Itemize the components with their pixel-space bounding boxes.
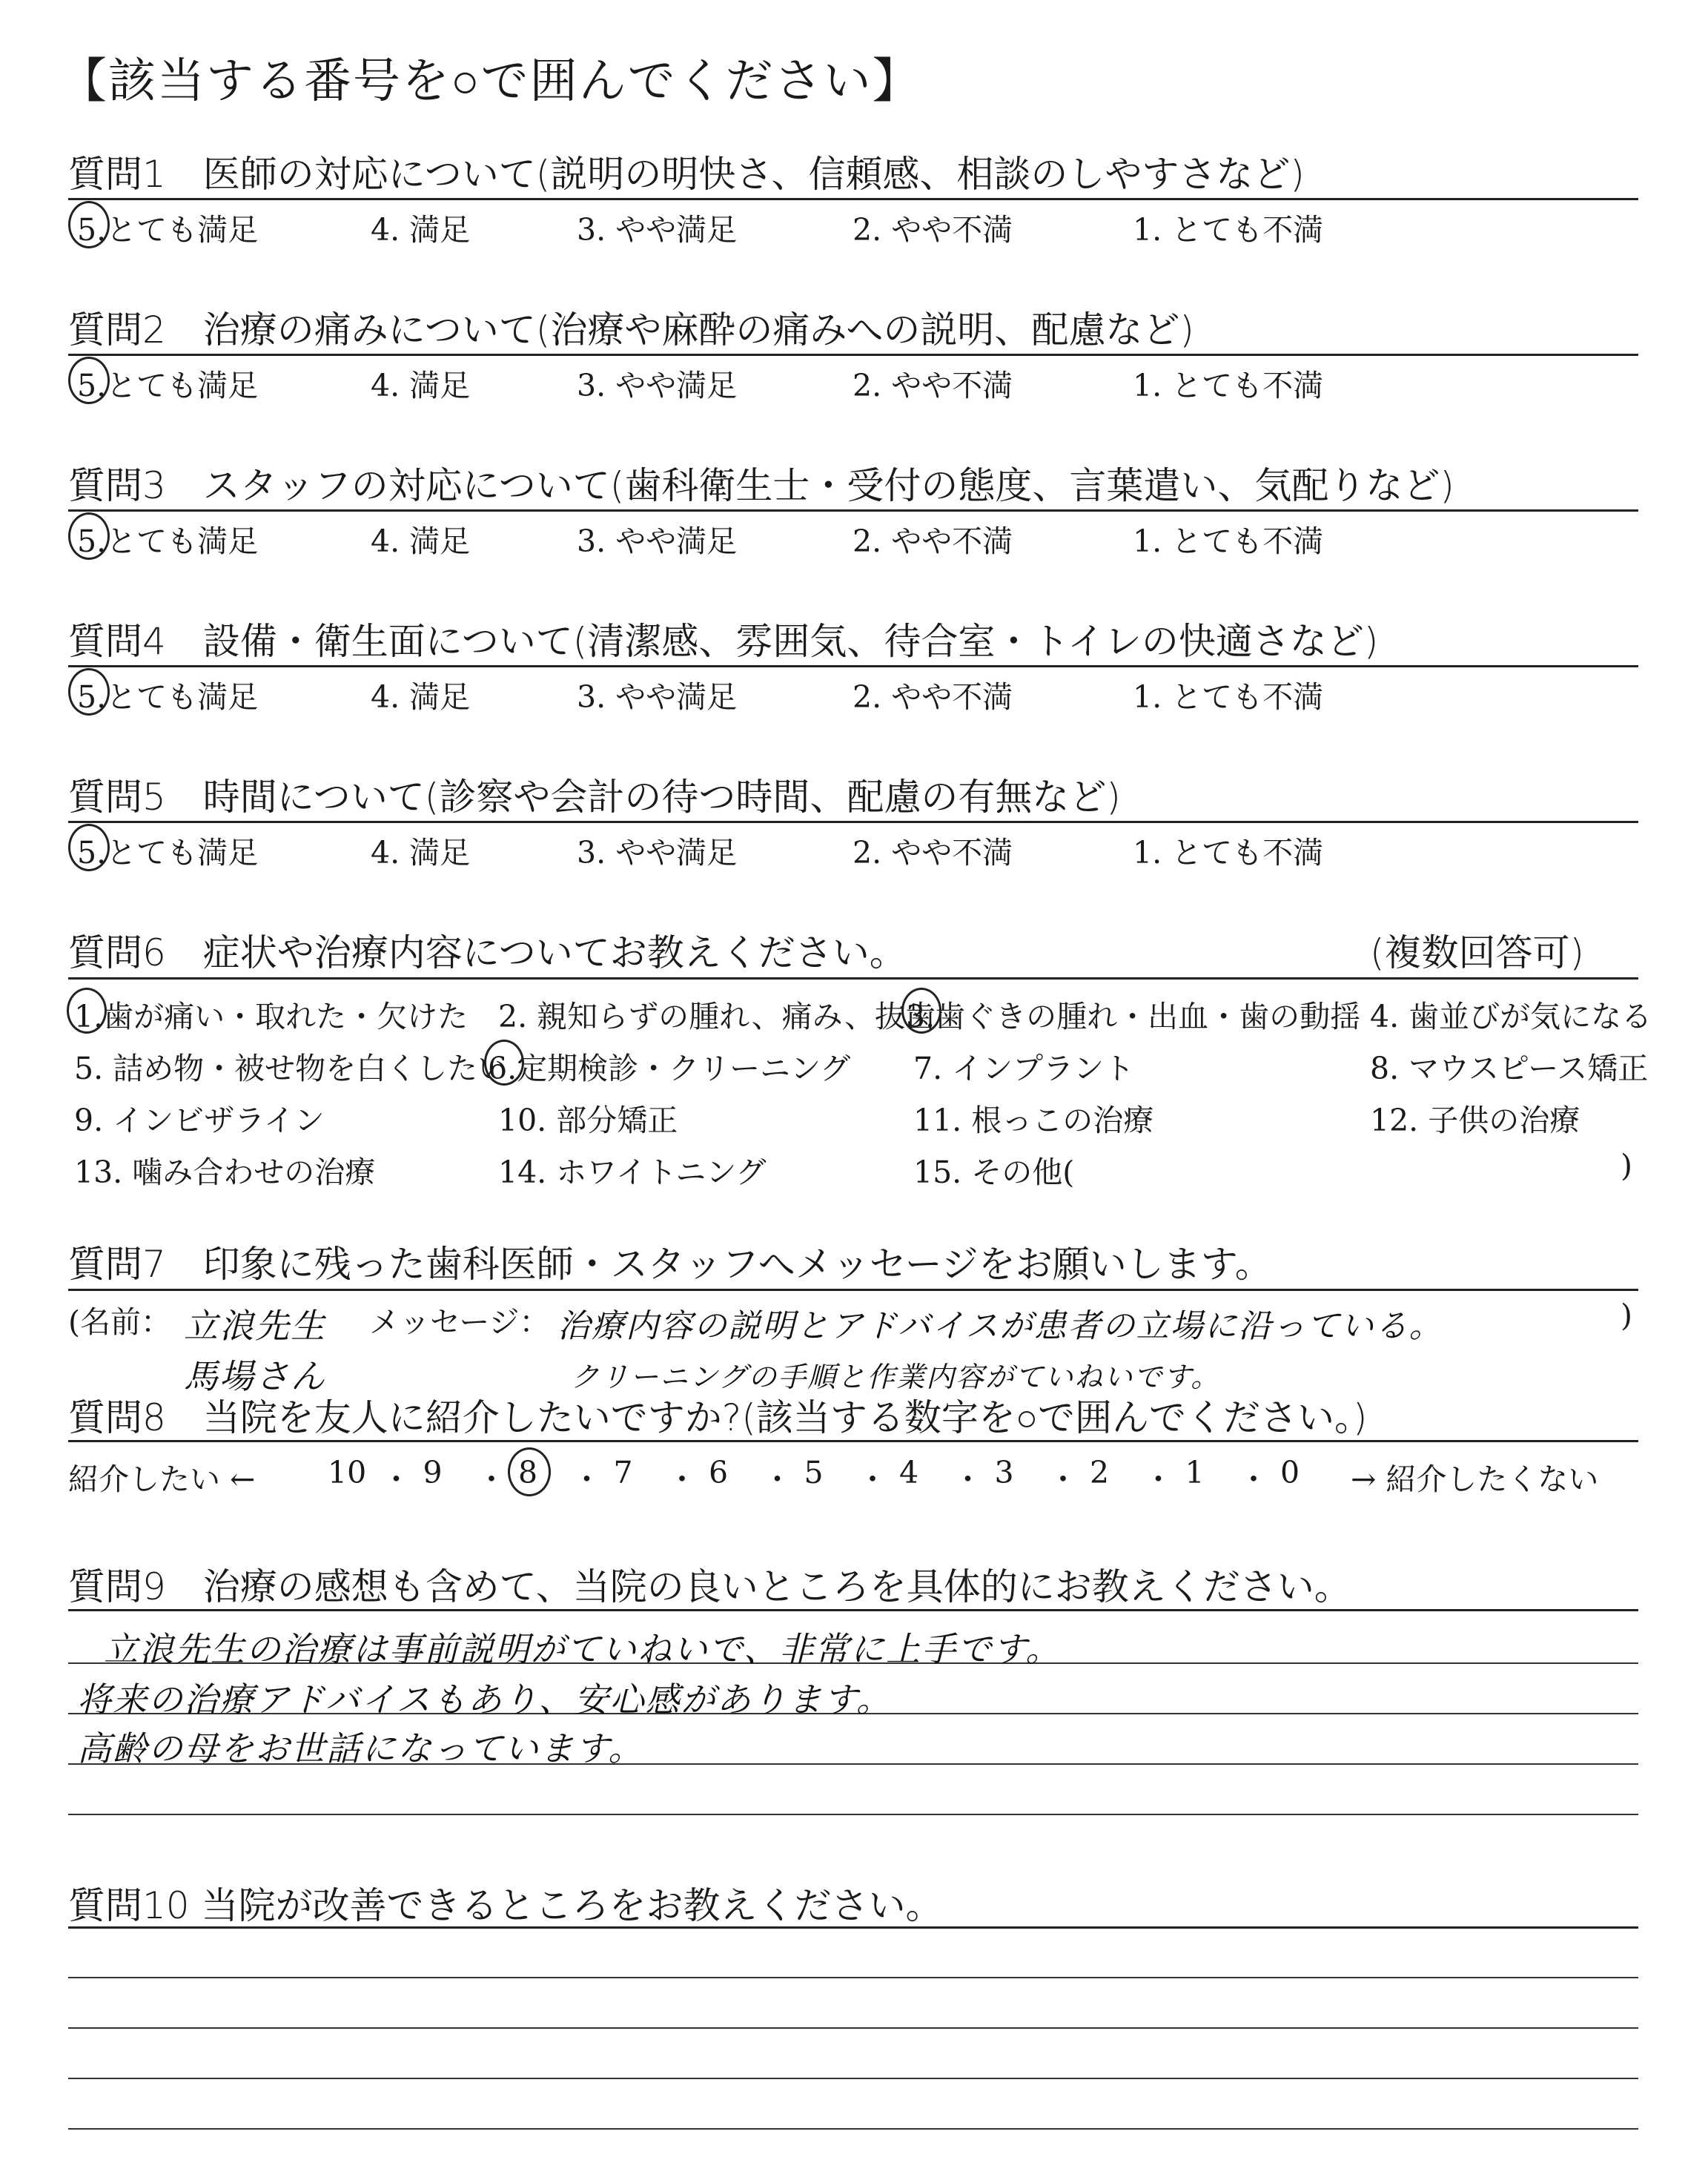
q2-option-2[interactable]: 2. やや不満 — [853, 368, 1013, 403]
q3-option-5[interactable]: 5.とても満足 — [77, 524, 259, 559]
q3-option-2[interactable]: 2. やや不満 — [853, 524, 1013, 559]
q2-option-4[interactable]: 4. 満足 — [371, 368, 471, 403]
q8-separator: ・ — [1047, 1462, 1079, 1497]
q1-option-4[interactable]: 4. 満足 — [371, 212, 471, 248]
q8-scale-9[interactable]: 9 — [423, 1455, 443, 1490]
q10-title: 質問10 当院が改善できるところをお教えください。 — [68, 1884, 943, 1927]
q2-title: 質問2 治療の痛みについて(治療や麻酔の痛みへの説明、配慮など) — [68, 308, 1194, 351]
q10-rule-2 — [68, 1977, 1638, 1978]
q5-selected-mark — [68, 824, 110, 871]
q9-line-3: 高齢の母をお世話になっています。 — [77, 1728, 644, 1768]
q6-option-15[interactable]: 15. その他( — [913, 1155, 1075, 1190]
q6-option-1[interactable]: 1.歯が痛い・取れた・欠けた — [74, 999, 469, 1034]
q6-option-3[interactable]: 3.歯ぐきの腫れ・出血・歯の動揺 — [906, 999, 1361, 1034]
q6-option-6[interactable]: 6.定期検診・クリーニング — [488, 1051, 851, 1086]
q6-other-close: ) — [1621, 1148, 1632, 1183]
q4-rule — [68, 665, 1638, 667]
q6-rule — [68, 977, 1638, 980]
q8-scale-0[interactable]: 0 — [1280, 1455, 1300, 1490]
q7-message-1: 治療内容の説明とアドバイスが患者の立場に沿っている。 — [557, 1307, 1443, 1345]
q1-option-2[interactable]: 2. やや不満 — [853, 212, 1013, 248]
q1-option-5[interactable]: 5.とても満足 — [77, 212, 259, 248]
q7-name-1: 立浪先生 — [184, 1306, 326, 1346]
q2-option-3[interactable]: 3. やや満足 — [577, 368, 738, 403]
q8-scale-1[interactable]: 1 — [1185, 1455, 1205, 1490]
q6-mark-3 — [901, 988, 941, 1034]
q6-option-5[interactable]: 5. 詰め物・被せ物を白くしたい — [74, 1051, 509, 1086]
q8-separator: ・ — [572, 1462, 602, 1497]
q9-title: 質問9 治療の感想も含めて、当院の良いところを具体的にお教えください。 — [68, 1565, 1351, 1608]
q8-scale-8[interactable]: 8 — [518, 1455, 538, 1490]
q9-line-2: 将来の治療アドバイスもあり、安心感があります。 — [77, 1680, 892, 1720]
q8-separator: ・ — [857, 1462, 888, 1497]
q8-scale-3[interactable]: 3 — [994, 1455, 1014, 1490]
q3-option-4[interactable]: 4. 満足 — [371, 524, 471, 559]
q9-rule-5 — [68, 1814, 1638, 1815]
q7-rule — [68, 1289, 1638, 1291]
q6-option-14[interactable]: 14. ホワイトニング — [498, 1155, 767, 1190]
q8-scale-2[interactable]: 2 — [1090, 1455, 1110, 1490]
q6-option-12[interactable]: 12. 子供の治療 — [1370, 1103, 1580, 1138]
q8-right-label: → 紹介したくない — [1351, 1462, 1599, 1497]
q2-rule — [68, 354, 1638, 356]
q6-mark-6 — [484, 1040, 524, 1086]
q5-option-5[interactable]: 5.とても満足 — [77, 835, 259, 871]
q6-option-9[interactable]: 9. インビザライン — [74, 1103, 325, 1138]
q5-title: 質問5 時間について(診察や会計の待つ時間、配慮の有無など) — [68, 776, 1121, 819]
q8-separator: ・ — [1238, 1462, 1269, 1497]
q7-message-2: クリーニングの手順と作業内容がていねいです。 — [571, 1361, 1221, 1393]
q1-option-1[interactable]: 1. とても不満 — [1133, 212, 1324, 248]
q8-scale-6[interactable]: 6 — [709, 1455, 729, 1490]
q4-title: 質問4 設備・衛生面について(清潔感、雰囲気、待合室・トイレの快適さなど) — [68, 620, 1379, 663]
q8-title: 質問8 当院を友人に紹介したいですか?(該当する数字を○で囲んでください。) — [68, 1396, 1368, 1439]
q3-option-3[interactable]: 3. やや満足 — [577, 524, 738, 559]
q9-line-1: 立浪先生の治療は事前説明がていねいで、非常に上手です。 — [104, 1629, 1062, 1669]
q8-separator: ・ — [1143, 1462, 1174, 1497]
q8-separator: ・ — [762, 1462, 792, 1497]
q5-option-4[interactable]: 4. 満足 — [371, 835, 471, 871]
q3-option-1[interactable]: 1. とても不満 — [1133, 524, 1324, 559]
q8-scale-5[interactable]: 5 — [804, 1455, 824, 1490]
q6-option-11[interactable]: 11. 根っこの治療 — [913, 1103, 1154, 1138]
q6-option-2[interactable]: 2. 親知らずの腫れ、痛み、抜歯 — [498, 999, 936, 1034]
q8-separator: ・ — [476, 1462, 507, 1497]
q6-note: (複数回答可) — [1370, 931, 1585, 974]
q8-separator: ・ — [666, 1462, 698, 1497]
q4-selected-mark — [68, 668, 110, 716]
q4-option-5[interactable]: 5.とても満足 — [77, 679, 259, 715]
q2-option-1[interactable]: 1. とても不満 — [1133, 368, 1324, 403]
q2-selected-mark — [68, 357, 110, 404]
q10-rule-3 — [68, 2027, 1638, 2029]
q6-mark-1 — [67, 988, 107, 1034]
q6-option-8[interactable]: 8. マウスピース矯正 — [1370, 1051, 1649, 1086]
q8-separator: ・ — [381, 1462, 411, 1497]
q6-option-4[interactable]: 4. 歯並びが気になる — [1370, 999, 1652, 1034]
q4-option-3[interactable]: 3. やや満足 — [577, 679, 738, 715]
q6-option-13[interactable]: 13. 噛み合わせの治療 — [74, 1155, 376, 1190]
q4-option-4[interactable]: 4. 満足 — [371, 679, 471, 715]
form-header: 【該当する番号を○で囲んでください】 — [59, 54, 921, 109]
q2-option-5[interactable]: 5.とても満足 — [77, 368, 259, 403]
q8-scale-7[interactable]: 7 — [613, 1455, 633, 1490]
q10-rule-5 — [68, 2128, 1638, 2130]
q6-option-10[interactable]: 10. 部分矯正 — [498, 1103, 678, 1138]
q7-name-label: (名前： — [68, 1304, 171, 1340]
q8-rule — [68, 1440, 1638, 1442]
q5-option-2[interactable]: 2. やや不満 — [853, 835, 1013, 871]
q1-selected-mark — [68, 201, 110, 248]
q4-option-2[interactable]: 2. やや不満 — [853, 679, 1013, 715]
q10-rule-4 — [68, 2078, 1638, 2079]
q5-rule — [68, 821, 1638, 823]
q3-rule — [68, 509, 1638, 512]
q4-option-1[interactable]: 1. とても不満 — [1133, 679, 1324, 715]
q6-title: 質問6 症状や治療内容についてお教えください。 — [68, 931, 907, 974]
q10-rule-1 — [68, 1926, 1638, 1929]
q8-left-label: 紹介したい ← — [68, 1462, 256, 1497]
q7-close: ) — [1621, 1298, 1632, 1333]
q5-option-1[interactable]: 1. とても不満 — [1133, 835, 1324, 871]
q7-name-2: 馬場さん — [184, 1356, 326, 1396]
q1-title: 質問1 医師の対応について(説明の明快さ、信頼感、相談のしやすさなど) — [68, 153, 1305, 196]
q8-scale-4[interactable]: 4 — [899, 1455, 919, 1490]
q7-message-label: メッセージ： — [369, 1304, 550, 1340]
q8-scale-10[interactable]: 10 — [328, 1455, 367, 1490]
q1-option-3[interactable]: 3. やや満足 — [577, 212, 738, 248]
q8-selected-mark — [508, 1447, 551, 1496]
q3-title: 質問3 スタッフの対応について(歯科衛生士・受付の態度、言葉遣い、気配りなど) — [68, 464, 1454, 507]
q9-rule-1 — [68, 1609, 1638, 1611]
q7-title: 質問7 印象に残った歯科医師・スタッフへメッセージをお願いします。 — [68, 1243, 1272, 1286]
q5-option-3[interactable]: 3. やや満足 — [577, 835, 738, 871]
q8-separator: ・ — [953, 1462, 983, 1497]
q1-rule — [68, 198, 1638, 200]
q6-option-7[interactable]: 7. インプラント — [913, 1051, 1135, 1086]
q3-selected-mark — [68, 512, 110, 560]
